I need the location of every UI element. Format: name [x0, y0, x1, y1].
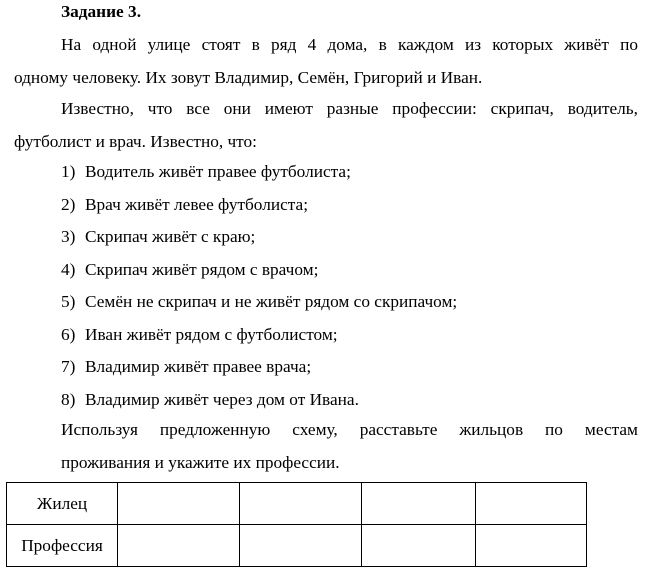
- condition-number: 7): [61, 357, 76, 376]
- professions-line-2: футболист и врач. Известно, что:: [14, 132, 257, 151]
- condition-item: [61, 189, 457, 222]
- resident-cell[interactable]: [118, 483, 240, 525]
- answer-table: [6, 482, 587, 567]
- condition-text: Скрипач живёт с краю;: [85, 227, 256, 246]
- condition-item: [61, 286, 457, 319]
- condition-item: [61, 254, 457, 287]
- resident-cell[interactable]: [476, 483, 587, 525]
- condition-text: Иван живёт рядом с футболистом;: [85, 324, 338, 344]
- resident-cell[interactable]: [240, 483, 362, 525]
- residents-label: Жилец: [7, 483, 118, 525]
- professions-label: Профессия: [7, 525, 118, 567]
- intro-line-2: одному человеку. Их зовут Владимир, Семён, Григорий и Иван.: [14, 68, 483, 87]
- residents-row: [7, 483, 587, 525]
- condition-text: Водитель живёт правее футболиста;: [85, 162, 351, 181]
- instruction-paragraph: [61, 413, 638, 479]
- profession-cell[interactable]: [240, 525, 362, 567]
- condition-text: Семён не скрипач и не живёт рядом со скрипачом;: [85, 292, 458, 311]
- condition-text: Владимир живёт правее врача;: [85, 357, 312, 376]
- condition-number: 8): [61, 389, 76, 409]
- professions-line-1: Известно, что все они имеют разные профессии: скрипач, водитель,: [61, 99, 638, 118]
- condition-text: Врач живёт левее футболиста;: [85, 194, 309, 214]
- condition-number: 2): [61, 194, 76, 214]
- condition-item: [61, 221, 457, 254]
- resident-cell[interactable]: [362, 483, 476, 525]
- profession-cell[interactable]: [362, 525, 476, 567]
- instruction-line-1: Используя предложенную схему, расставьте жильцов по местам: [61, 420, 638, 439]
- condition-number: 3): [61, 227, 76, 246]
- profession-cell[interactable]: [476, 525, 587, 567]
- intro-paragraph: [14, 28, 638, 94]
- task-title: Задание 3.: [61, 2, 142, 21]
- conditions-list: [61, 156, 457, 416]
- condition-text: Владимир живёт через дом от Ивана.: [85, 389, 359, 409]
- condition-number: 5): [61, 292, 76, 311]
- condition-text: Скрипач живёт рядом с врачом;: [85, 259, 319, 279]
- profession-cell[interactable]: [118, 525, 240, 567]
- condition-number: 6): [61, 324, 76, 344]
- condition-item: [61, 351, 457, 384]
- professions-paragraph: [14, 92, 638, 158]
- professions-row: [7, 525, 587, 567]
- condition-item: [61, 319, 457, 352]
- condition-item: [61, 156, 457, 189]
- intro-line-1: На одной улице стоят в ряд 4 дома, в каждом из которых живёт по: [61, 35, 638, 54]
- instruction-line-2: проживания и укажите их профессии.: [61, 453, 340, 472]
- condition-number: 1): [61, 162, 76, 181]
- condition-item: [61, 384, 457, 417]
- condition-number: 4): [61, 259, 76, 279]
